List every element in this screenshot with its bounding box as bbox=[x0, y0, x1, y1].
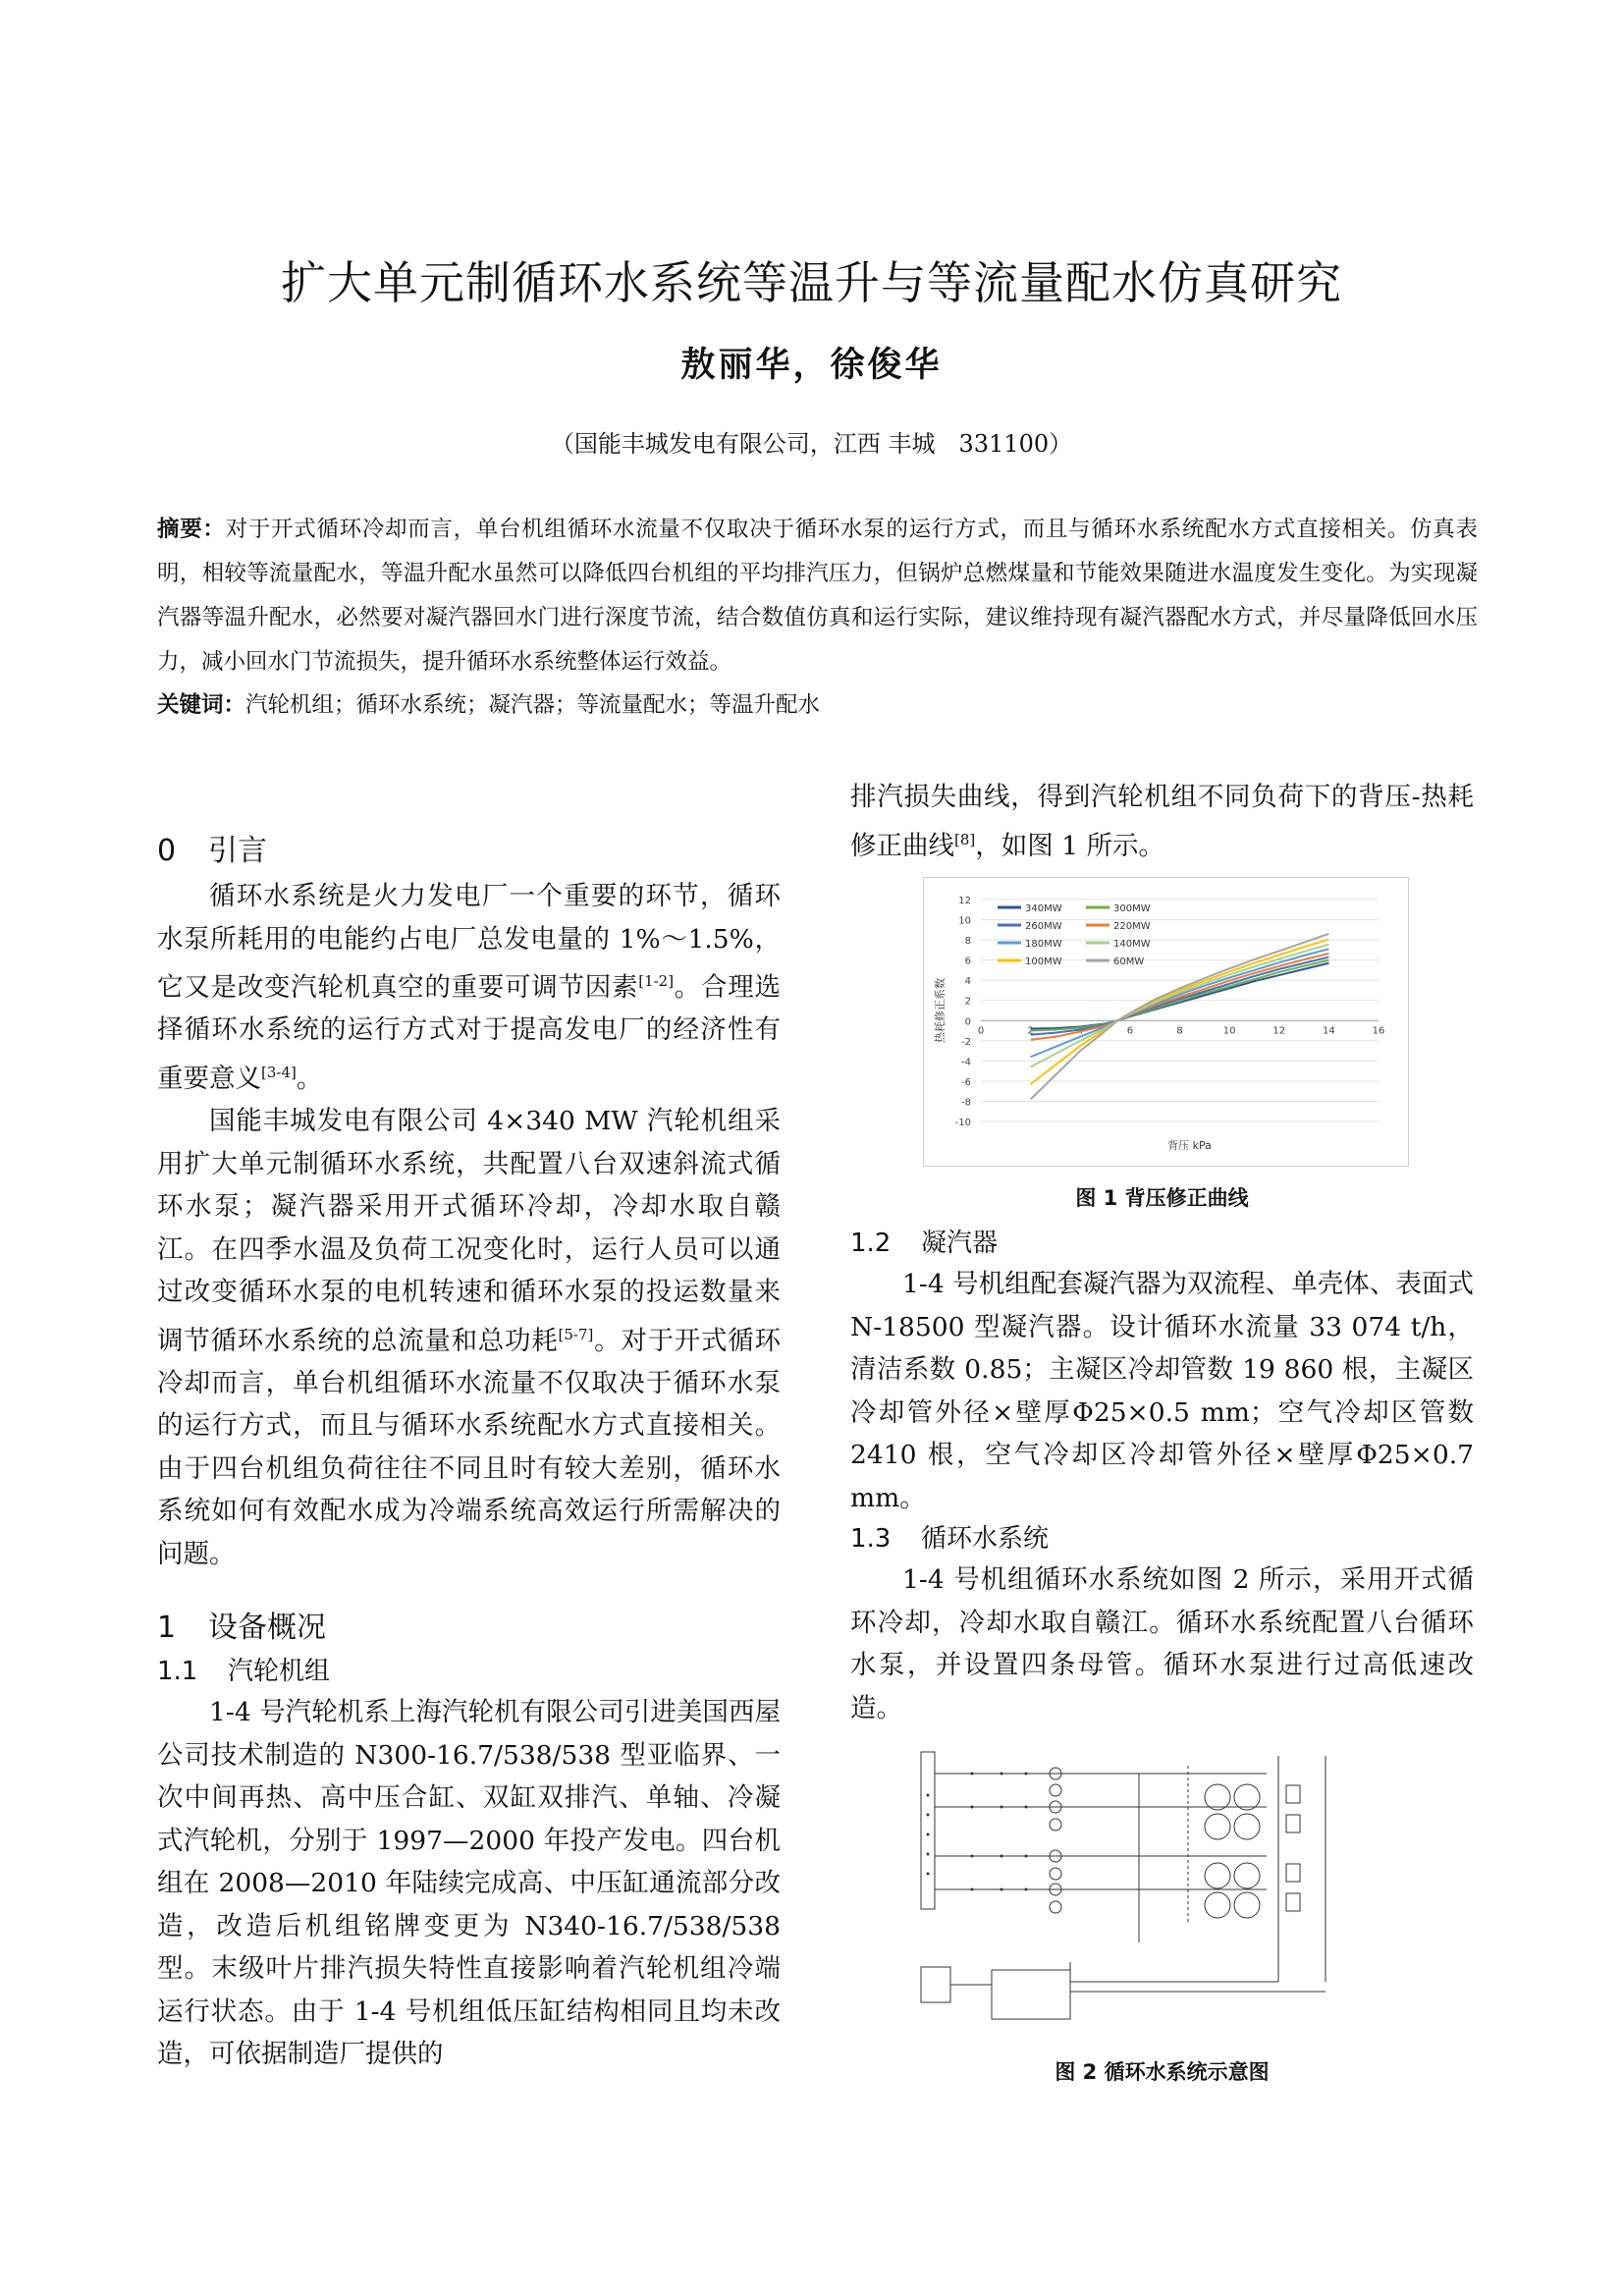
intro-paragraph-2 bbox=[157, 1100, 781, 1575]
x-tick-label: 8 bbox=[1176, 1025, 1183, 1037]
x-tick-label: 14 bbox=[1323, 1025, 1335, 1037]
backpressure-correction-chart bbox=[924, 878, 1408, 1166]
section-0-number: 0 bbox=[157, 834, 177, 868]
paper-title: 扩大单元制循环水系统等温升与等流量配水仿真研究 bbox=[281, 256, 1342, 309]
legend-label-340MW: 340MW bbox=[1025, 903, 1062, 914]
y-tick-label: -10 bbox=[954, 1118, 971, 1128]
y-tick-label: 8 bbox=[964, 936, 971, 948]
intro-paragraph-1-tail: 。合理选择循环水系统的运行方式对于提高发电厂的经济性有重要意义 bbox=[157, 971, 782, 1094]
legend-label-220MW: 220MW bbox=[1113, 921, 1151, 932]
citation-3-4: [3-4] bbox=[261, 1063, 297, 1081]
continued-paragraph bbox=[850, 776, 1474, 867]
section-1-title: 设备概况 bbox=[208, 1611, 326, 1646]
turbine-paragraph: 1-4 号汽轮机系上海汽轮机有限公司引进美国西屋公司技术制造的 N300-16.7/538/538 型亚临界、一次中间再热、高中压合缸、双缸双排汽、单轴、冷凝式汽轮机，分别于 1997—2000 年投产发电。四台机组在 2008—2010 年陆续完成高、中压缸通流部分改造，改造后机组铭牌变更为 N340-16.7/538/538 型。末级叶片排汽损失特性直接影响着汽轮机组冷端运行状态。由于 1-4 号机组低压缸结构相同且均未改造，可依据制造厂提供的 bbox=[157, 1697, 781, 2070]
section-1-3-number: 1.3 bbox=[850, 1524, 892, 1554]
intro-paragraph-1-end: 。 bbox=[296, 1063, 323, 1094]
section-1-1-number: 1.1 bbox=[157, 1657, 198, 1687]
citation-1-2: [1-2] bbox=[638, 972, 675, 990]
legend-label-60MW: 60MW bbox=[1113, 957, 1145, 967]
section-1-number: 1 bbox=[157, 1611, 177, 1646]
section-1-3-title: 循环水系统 bbox=[921, 1524, 1050, 1554]
y-tick-label: 12 bbox=[958, 896, 971, 906]
section-1-heading bbox=[157, 1605, 781, 1652]
paper-affiliation: （国能丰城发电有限公司，江西 丰城 331100） bbox=[550, 430, 1073, 458]
abstract bbox=[157, 508, 1478, 684]
continued-paragraph-text: 排汽损失曲线，得到汽轮机组不同负荷下的背压-热耗修正曲线 bbox=[850, 782, 1474, 861]
keywords-label: 关键词： bbox=[157, 692, 246, 718]
legend-label-260MW: 260MW bbox=[1025, 921, 1062, 932]
x-tick-label: 10 bbox=[1222, 1025, 1236, 1037]
legend-label-180MW: 180MW bbox=[1025, 939, 1062, 950]
y-tick-label: 0 bbox=[964, 1016, 971, 1028]
y-tick-label: 4 bbox=[964, 976, 971, 988]
y-tick-label: -2 bbox=[961, 1036, 971, 1048]
legend-label-140MW: 140MW bbox=[1113, 939, 1151, 950]
keywords-text: 汽轮机组；循环水系统；凝汽器；等流量配水；等温升配水 bbox=[245, 692, 821, 718]
y-tick-label: -4 bbox=[961, 1057, 971, 1068]
legend-label-100MW: 100MW bbox=[1025, 957, 1062, 967]
intro-paragraph-2-tail: 。对于开式循环冷却而言，单台机组循环水流量不仅取决于循环水泵的运行方式，而且与循环水系统配水方式直接相关。由于四台机组负荷往往不同且时有较大差别，循环水系统如何有效配水成为冷端系统高效运行所需解决的问题。 bbox=[157, 1325, 782, 1569]
right-column-middle bbox=[850, 1224, 1474, 1729]
x-tick-label: 0 bbox=[977, 1025, 985, 1037]
circulating-water-paragraph: 1-4 号机组循环水系统如图 2 所示，采用开式循环冷却，冷却水取自赣江。循环水系统配置八台循环水泵，并设置四条母管。循环水泵进行过高低速改造。 bbox=[850, 1564, 1474, 1723]
section-1-2-heading bbox=[850, 1224, 1474, 1263]
figure-2-schematic bbox=[913, 1746, 1375, 2047]
intro-paragraph-1 bbox=[157, 875, 781, 1100]
x-tick-label: 6 bbox=[1126, 1025, 1134, 1037]
section-1-1-title: 汽轮机组 bbox=[228, 1657, 331, 1687]
y-axis-label: 热耗修正系数 bbox=[934, 978, 947, 1043]
section-0-heading bbox=[157, 828, 781, 875]
left-column bbox=[157, 828, 781, 2076]
y-tick-label: 10 bbox=[958, 915, 971, 927]
y-tick-label: -6 bbox=[961, 1076, 971, 1088]
condenser-paragraph: 1-4 号机组配套凝汽器为双流程、单壳体、表面式 N-18500 型凝汽器。设计循环水流量 33 074 t/h，清洁系数 0.85；主凝区冷却管数 19 860 根，主凝区冷却管外径×壁厚Φ25×0.5 mm；空气冷却区管数 2410 根，空气冷却区冷却管外径×壁厚Φ25×0.7 mm。 bbox=[850, 1269, 1474, 1513]
section-1-1-heading bbox=[157, 1652, 781, 1691]
series-line-60MW bbox=[1031, 934, 1329, 1099]
intro-paragraph-1-text: 循环水系统是火力发电厂一个重要的环节，循环水泵所耗用的电能约占电厂总发电量的 1%～1.5%，它又是改变汽轮机真空的重要可调节因素 bbox=[157, 881, 781, 1003]
legend-label-300MW: 300MW bbox=[1113, 903, 1151, 914]
abstract-label: 摘要： bbox=[157, 517, 226, 542]
circulating-water-system-diagram bbox=[913, 1746, 1375, 2047]
x-tick-label: 2 bbox=[1027, 1025, 1034, 1037]
section-1-2-number: 1.2 bbox=[850, 1229, 892, 1258]
figure-1-frame bbox=[923, 877, 1409, 1167]
figure-2-caption: 图 2 循环水系统示意图 bbox=[1055, 2060, 1270, 2084]
x-tick-label: 16 bbox=[1372, 1025, 1385, 1037]
x-axis-label: 背压 kPa bbox=[1167, 1139, 1212, 1152]
right-column-top bbox=[850, 776, 1474, 867]
intro-paragraph-2-text: 国能丰城发电有限公司 4×340 MW 汽轮机组采用扩大单元制循环水系统，共配置八台双速斜流式循环水泵；凝汽器采用开式循环冷却，冷却水取自赣江。在四季水温及负荷工况变化时，运行人员可以通过改变循环水泵的电机转速和循环水泵的投运数量来调节循环水系统的总流量和总功耗 bbox=[157, 1106, 781, 1356]
abstract-text: 对于开式循环冷却而言，单台机组循环水流量不仅取决于循环水泵的运行方式，而且与循环水系统配水方式直接相关。仿真表明，相较等流量配水，等温升配水虽然可以降低四台机组的平均排汽压力，但锅炉总燃煤量和节能效果随进水温度发生变化。为实现凝汽器等温升配水，必然要对凝汽器回水门进行深度节流，结合数值仿真和运行实际，建议维持现有凝汽器配水方式，并尽量降低回水压力，减小回水门节流损失，提升循环水系统整体运行效益。 bbox=[157, 517, 1478, 675]
paper-authors: 敖丽华，徐俊华 bbox=[680, 346, 943, 385]
y-tick-label: 2 bbox=[964, 996, 971, 1008]
section-1-2-title: 凝汽器 bbox=[921, 1229, 999, 1258]
keywords bbox=[157, 684, 1478, 726]
x-tick-label: 12 bbox=[1272, 1025, 1286, 1037]
citation-5-7: [5-7] bbox=[558, 1325, 594, 1343]
section-1-3-heading bbox=[850, 1519, 1474, 1558]
y-tick-label: 6 bbox=[964, 956, 971, 967]
section-0-title: 引言 bbox=[208, 834, 267, 868]
y-tick-label: -8 bbox=[961, 1097, 971, 1109]
citation-8: [8] bbox=[954, 830, 976, 848]
river-intake-block bbox=[921, 1752, 935, 1909]
x-tick-label: 4 bbox=[1077, 1025, 1084, 1037]
figure-1-caption: 图 1 背压修正曲线 bbox=[1075, 1186, 1249, 1210]
continued-paragraph-tail: ，如图 1 所示。 bbox=[975, 830, 1164, 861]
